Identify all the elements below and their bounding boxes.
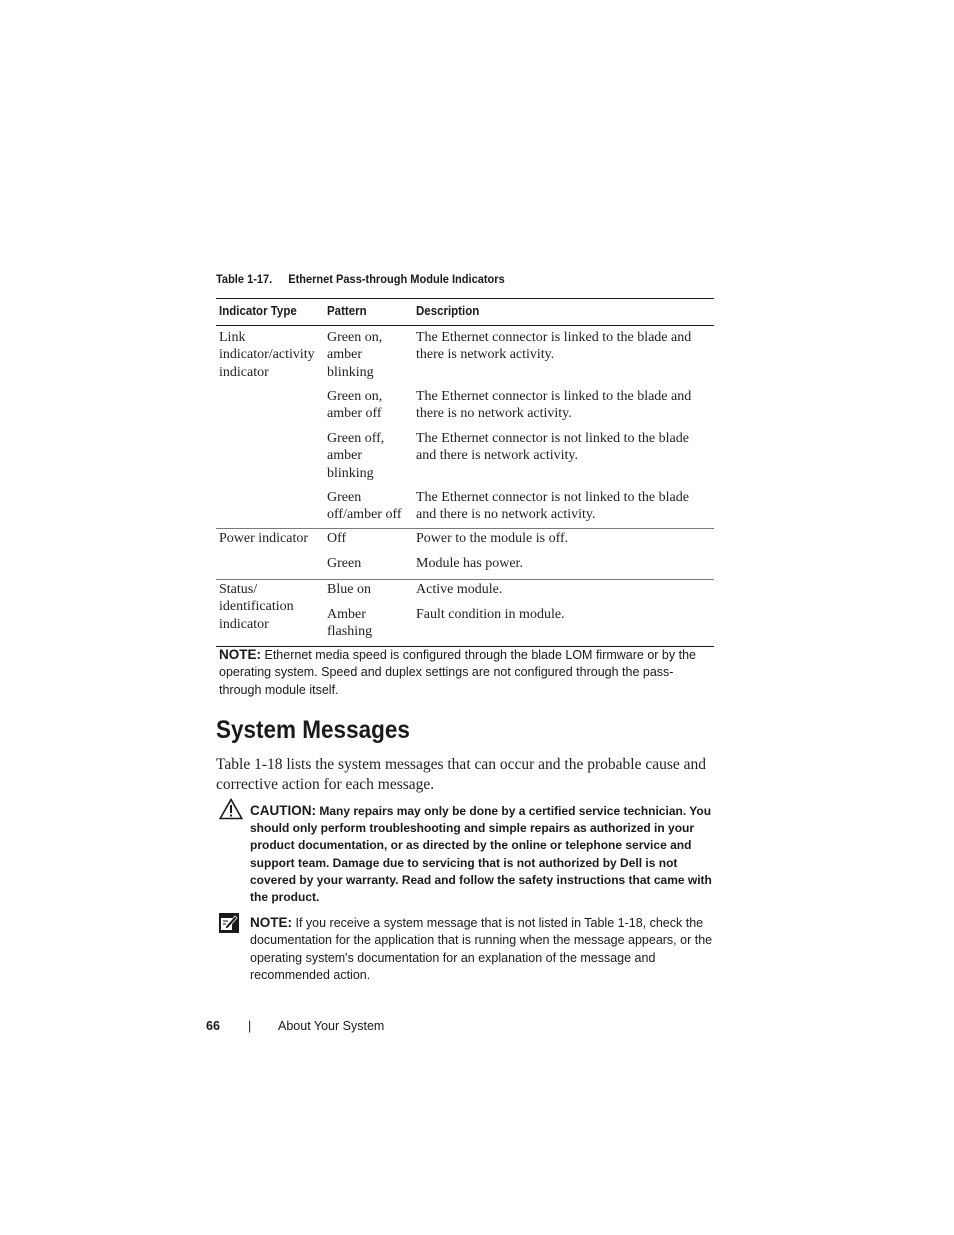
header-description: Description [416,304,480,318]
cell-line: Power indicator [219,531,309,546]
table-note [219,646,714,699]
pattern-cell [327,430,413,482]
table-caption [216,272,505,286]
table-note-text: Ethernet media speed is configured through the blade LOM firmware or by the operating system. Speed and duplex settings are not configured through the pass-through module itself. [219,648,696,697]
indicator-type-cell [219,329,324,381]
section-title: System Messages [216,716,410,744]
cell-line: indicator/activity [219,347,315,363]
cell-line: Green on, [327,330,383,345]
cell-line: there is network activity. [416,347,555,363]
table-note-label: NOTE: [219,647,261,662]
cell-line: and there is network activity. [416,448,578,464]
indicator-type-cell [219,581,324,633]
cell-line: blinking [327,465,374,481]
caution-text: Many repairs may only be done by a certified service technician. You should only perform troubleshooting and simple repairs as authorized in your product documentation, or as directed by the online or telephone service and support team. Damage due to servicing that is not authorized by Dell is not covered by your warranty. Read and follow the safety instructions that came with the product. [250,804,712,905]
cell-line: Green [327,556,362,571]
cell-line: The Ethernet connector is not linked to the blade [416,431,689,446]
pattern-cell [327,530,413,547]
description-cell [416,430,714,465]
cell-line: The Ethernet connector is linked to the blade and [416,330,692,345]
cell-line: Power to the module is off. [416,531,569,546]
table-header-row [216,299,714,326]
pattern-cell [327,489,413,524]
caution-label: CAUTION: [250,803,316,818]
cell-line: identification [219,599,294,615]
pattern-cell [327,581,413,598]
cell-line: Fault condition in module. [416,607,565,622]
cell-line: amber off [327,406,382,422]
note-label: NOTE: [250,915,292,930]
pattern-cell [327,606,413,641]
cell-line: amber [327,448,362,464]
note-pencil-icon [219,913,239,933]
cell-line: Green on, [327,389,383,404]
table-group-status [216,580,714,646]
cell-line: Blue on [327,582,371,597]
page-number: 66 [206,1019,220,1033]
cell-line: flashing [327,624,373,640]
indicator-type-cell [219,530,324,547]
pattern-cell [327,388,413,423]
cell-line: blinking [327,364,374,380]
cell-line: amber [327,347,362,363]
cell-line: Module has power. [416,556,523,571]
pattern-cell [327,555,413,572]
pattern-cell [327,329,413,381]
cell-line: Off [327,531,347,546]
running-title: About Your System [278,1019,385,1033]
note-block [250,914,716,985]
cell-line: indicator [219,616,269,632]
cell-line: Link [219,330,246,345]
cell-line: Amber [327,607,366,622]
cell-line: The Ethernet connector is not linked to the blade [416,490,689,505]
footer-separator: | [248,1019,252,1033]
table-group-link [216,326,714,529]
caution-block [250,802,716,906]
cell-line: Green off, [327,431,385,446]
caution-triangle-icon [219,798,243,820]
cell-line: Status/ [219,582,258,597]
description-cell [416,581,714,598]
description-cell [416,489,714,524]
cell-line: Active module. [416,582,503,597]
table-group-power [216,529,714,580]
description-cell [416,555,714,572]
body-paragraph: Table 1-18 lists the system messages that can occur and the probable cause and corrective action for each message. [216,756,707,793]
cell-line: The Ethernet connector is linked to the blade and [416,389,692,404]
table-caption-number: Table 1-17. [216,272,273,286]
header-pattern: Pattern [327,304,367,318]
page-footer [206,1019,385,1033]
cell-line: off/amber off [327,507,402,523]
cell-line: and there is no network activity. [416,507,596,523]
note-text: If you receive a system message that is not listed in Table 1-18, check the documentation for the application that is running when the message appears, or the operating system's documentation for an explanation of the message and recommended action. [250,916,713,983]
description-cell [416,530,714,547]
description-cell [416,606,714,623]
description-cell [416,329,714,364]
cell-line: indicator [219,364,269,380]
indicator-table [216,298,714,647]
description-cell [416,388,714,423]
header-indicator-type: Indicator Type [219,304,297,318]
table-caption-title: Ethernet Pass-through Module Indicators [288,272,505,286]
cell-line: there is no network activity. [416,406,572,422]
cell-line: Green [327,490,362,505]
